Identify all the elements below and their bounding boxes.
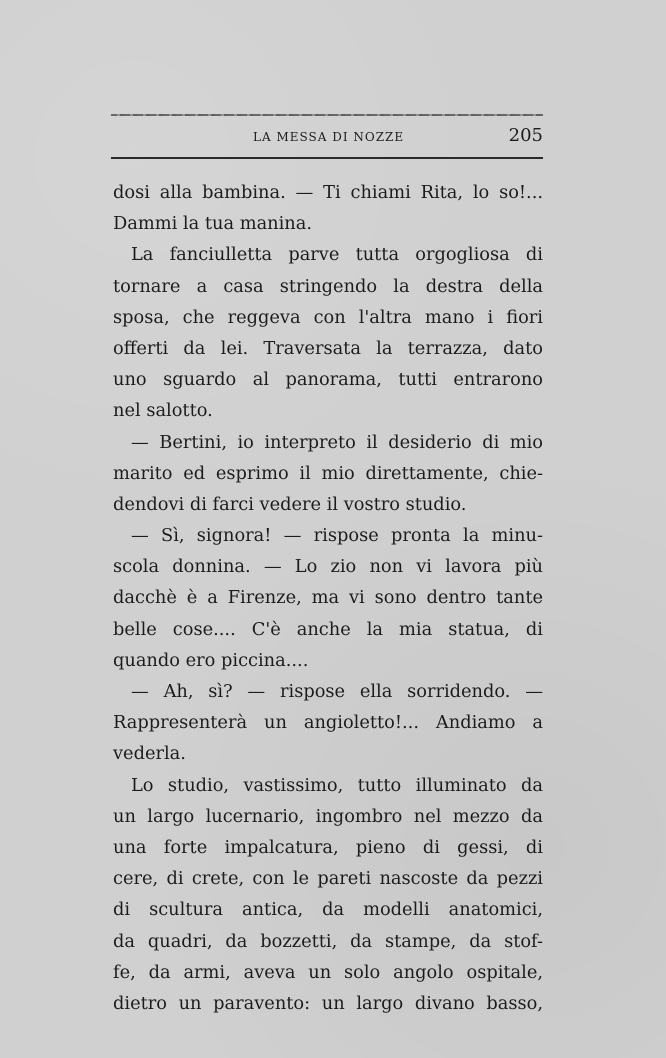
- text-line: vederla.: [113, 743, 186, 765]
- text-line: Rappresenterà un angioletto!... Andiamo a: [113, 712, 543, 734]
- text-line: dosi alla bambina. — Ti chiami Rita, lo so!...: [113, 182, 543, 203]
- text-line: nel salotto.: [113, 400, 213, 422]
- text-line: tornare a casa stringendo la destra della: [113, 275, 543, 297]
- text-line: scola donnina. — Lo zio non vi lavora più: [113, 556, 543, 578]
- text-line: offerti da lei. Traversata la terrazza, dato: [113, 337, 543, 359]
- text-line: belle cose.... C'è anche la mia statua, di: [113, 618, 543, 640]
- text-line: dacchè è a Firenze, ma vi sono dentro tante: [113, 587, 543, 609]
- text-line: un largo lucernario, ingombro nel mezzo da: [113, 805, 543, 827]
- text-line: da quadri, da bozzetti, da stampe, da stof-: [113, 930, 543, 952]
- text-line: marito ed esprimo il mio direttamente, chie-: [113, 462, 543, 484]
- page-header: [111, 126, 543, 152]
- running-title: LA MESSA DI NOZZE: [253, 130, 405, 144]
- text-line: fe, da armi, aveva un solo angolo ospitale,: [113, 961, 543, 983]
- text-line: di scultura antica, da modelli anatomici,: [113, 899, 543, 921]
- page-number: 205: [508, 125, 543, 146]
- text-line: dendovi di farci vedere il vostro studio.: [113, 493, 467, 515]
- text-line: cere, di crete, con le pareti nascoste da pezzi: [113, 868, 543, 890]
- top-rule: [111, 114, 543, 116]
- text-line: La fanciulletta parve tutta orgogliosa di: [131, 244, 543, 266]
- text-line: — Bertini, io interpreto il desiderio di mio: [131, 431, 543, 453]
- text-line: una forte impalcatura, pieno di gessi, di: [113, 836, 543, 858]
- text-line: sposa, che reggeva con l'altra mano i fiori: [113, 306, 543, 328]
- body-text: [113, 177, 543, 1019]
- text-line: uno sguardo al panorama, tutti entrarono: [113, 369, 543, 391]
- text-line: — Sì, signora! — rispose pronta la minu-: [131, 525, 543, 547]
- header-rule: [111, 157, 543, 159]
- text-line: Lo studio, vastissimo, tutto illuminato da: [131, 774, 543, 796]
- text-line: — Ah, sì? — rispose ella sorridendo. —: [131, 681, 543, 702]
- text-line: quando ero piccina....: [113, 649, 309, 671]
- text-line: Dammi la tua manina.: [113, 213, 313, 235]
- text-line: dietro un paravento: un largo divano basso,: [113, 992, 543, 1014]
